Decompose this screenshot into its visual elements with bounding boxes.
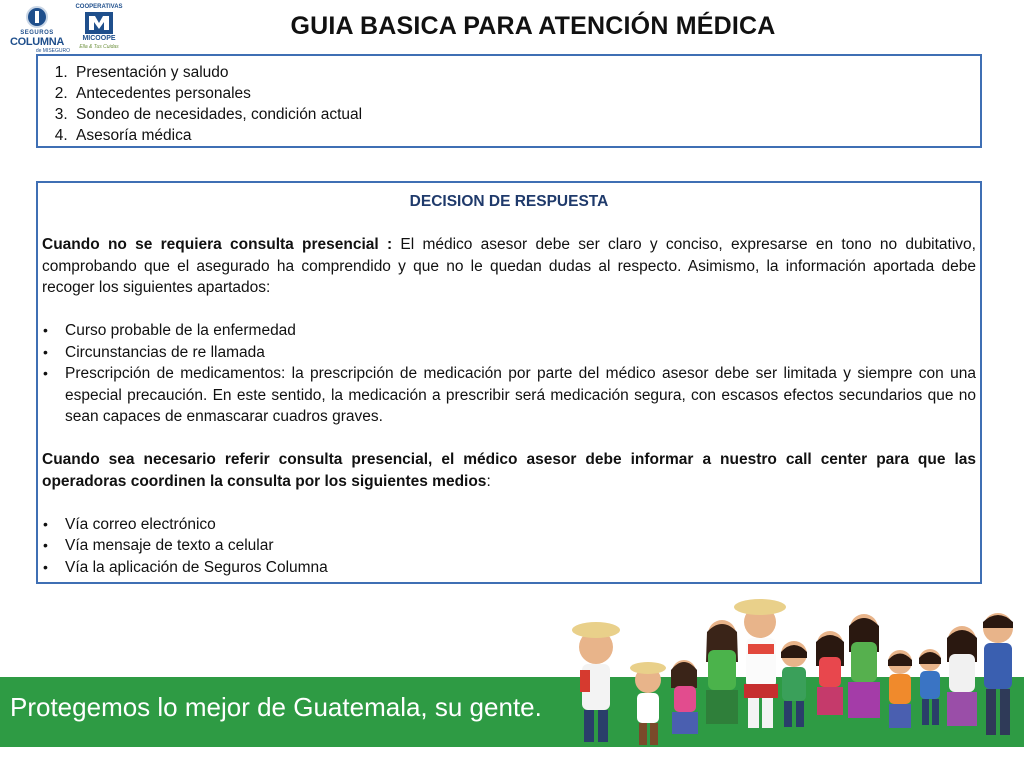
- step-item: 4. Asesoría médica: [72, 125, 972, 146]
- case-no-presencial-lead: Cuando no se requiera consulta presencial :: [42, 236, 393, 253]
- decision-heading: DECISION DE RESPUESTA: [409, 193, 609, 210]
- micoope-logo: [74, 4, 124, 50]
- case-presencial-paragraph: [42, 449, 976, 492]
- seguros-columna-logo: [4, 4, 70, 54]
- step-item: 3. Sondeo de necesidades, condición actual: [72, 104, 972, 125]
- step-item: 1. Presentación y saludo: [72, 62, 972, 83]
- steps-box: [36, 54, 982, 148]
- person-figure: [848, 614, 880, 718]
- person-figure: [630, 662, 666, 745]
- micoope-slogan: Ella & Tus Cuidas: [79, 44, 119, 50]
- person-figure: [734, 599, 786, 728]
- person-figure: [947, 626, 977, 726]
- footer-slogan: Protegemos lo mejor de Guatemala, su gente.: [10, 692, 542, 722]
- seguros-logo-label: SEGUROS: [20, 30, 54, 36]
- contact-channels-list: [42, 514, 976, 579]
- list-item: • Vía la aplicación de Seguros Columna: [42, 557, 976, 579]
- case-presencial-text: :: [486, 472, 491, 490]
- columna-logo-label: COLUMNA: [9, 36, 65, 48]
- list-item: • Circunstancias de re llamada: [42, 342, 976, 364]
- person-figure: [572, 622, 620, 742]
- person-figure: [671, 660, 698, 734]
- person-figure: [706, 620, 738, 724]
- micoope-m-icon: [85, 12, 113, 34]
- list-item: • Vía correo electrónico: [42, 514, 976, 536]
- person-figure: [983, 613, 1013, 735]
- case-presencial-lead: Cuando sea necesario referir consulta presencial, el médico asesor debe informar a nuestro call center para que las operadoras coordinen la consulta por los siguientes medios: [42, 451, 976, 490]
- person-figure: [888, 650, 912, 728]
- person-figure: [919, 649, 941, 725]
- micoope-label: MICOOPE: [82, 35, 116, 42]
- steps-list: [48, 62, 972, 146]
- list-item: • Prescripción de medicamentos: la prescripción de medicación por parte del médico asesor debe ser limitada y siempre con una especial precaución. En este sentido, la medicación a prescribir será medicación segura, con escasos efectos secundarios que no sean capaces de enmascarar cuadros graves.: [42, 363, 976, 428]
- miseguro-logo-label: de MISEGURO: [35, 48, 70, 54]
- list-item: • Vía mensaje de texto a celular: [42, 535, 976, 557]
- columna-emblem-icon: [26, 6, 48, 28]
- person-figure: [816, 631, 844, 715]
- cooperativas-label: COOPERATIVAS: [75, 4, 123, 10]
- guatemalan-family-illustration: [568, 592, 1024, 768]
- decision-box: [36, 181, 982, 584]
- case-no-presencial-paragraph: [42, 234, 976, 299]
- step-item: 2. Antecedentes personales: [72, 83, 972, 104]
- list-item: • Curso probable de la enfermedad: [42, 320, 976, 342]
- page-title: GUIA BASICA PARA ATENCIÓN MÉDICA: [290, 12, 776, 40]
- case-no-presencial-text: El médico asesor debe ser claro y conciso, expresarse en tono no dubitativo, comprobando que el asegurado ha comprendido y que no le quedan dudas al respecto. Asimismo, la información aportada debe recoger los siguientes apartados:: [42, 236, 976, 296]
- person-figure: [781, 641, 807, 727]
- advice-bullet-list: [42, 320, 976, 428]
